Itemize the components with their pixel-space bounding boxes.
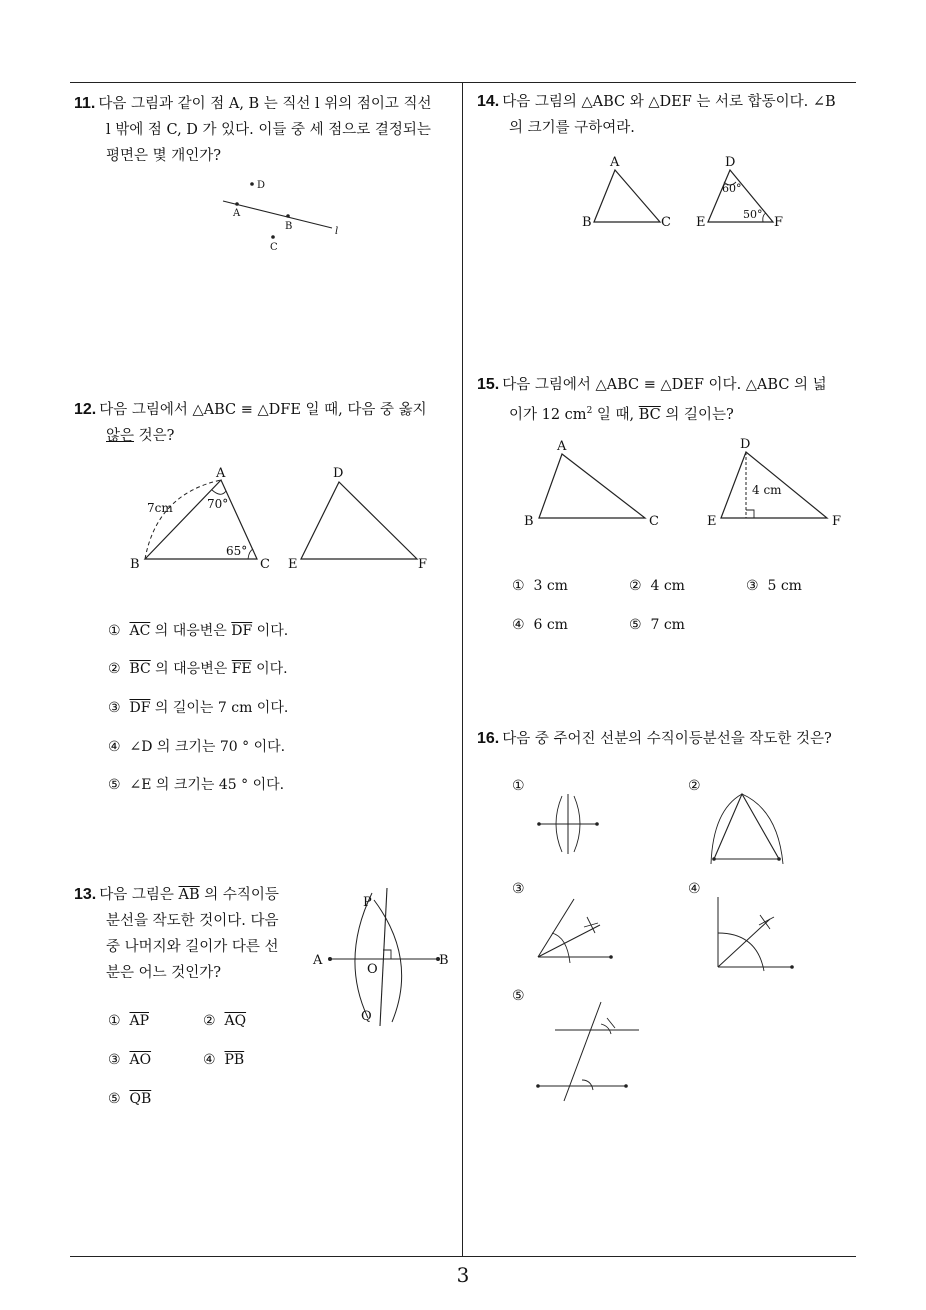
option-text: 이다. [252,623,289,639]
option-2[interactable] [108,658,288,678]
triangle-ABC [594,170,660,222]
option-text: 7 cm [650,617,685,633]
segment: $\overline{BC}$ [129,661,151,677]
angle-arc-F [763,213,766,222]
option-1[interactable] [512,578,568,594]
question-text: 분은 어느 것인가? [106,965,222,981]
triangle [714,794,779,859]
vertex-A: A [216,466,226,481]
label-B: B [285,221,293,232]
right-arc [374,900,402,1022]
angle-F-label: 50° [743,208,763,221]
question-16 [477,726,862,752]
question-text: 다음 그림에서 △ABC ≡ △DFE 일 때, 다음 중 옳지 [99,402,427,418]
option-mark: ⑤ [108,777,121,793]
option-4[interactable] [512,617,568,633]
question-number: 13. [74,886,97,903]
question-text: 의 수직이등 [199,887,279,903]
question-15 [477,372,862,428]
label-Q: Q [361,1009,372,1024]
question-12 [74,397,454,449]
page-number: 3 [456,1263,470,1287]
point-A [328,957,332,961]
angle-arc-A [212,490,226,494]
arc [582,1080,593,1090]
question-text: 중 나머지와 길이가 다른 선 [106,939,279,955]
arc [718,933,764,971]
question-number: 11. [74,95,96,112]
q16-option-2-mark[interactable]: ② [688,778,701,794]
option-mark: ① [108,1013,121,1029]
option-text: 5 cm [767,578,802,594]
point-A [235,202,239,206]
vertex-E: E [707,514,717,529]
question-text: 이가 12 cm [509,406,587,423]
q11-figure [215,175,350,255]
endpoint [712,857,716,861]
vertex-C: C [661,215,671,230]
option-mark: ③ [746,578,759,594]
endpoint [595,822,599,826]
vertex-B: B [524,514,534,529]
segment: $\overline{FE}$ [231,661,252,677]
q16-figure-1 [535,790,605,860]
label-C: C [270,242,278,253]
option-5[interactable] [108,774,284,794]
endpoint [777,857,781,861]
angle-D-label: 60° [722,182,742,195]
triangle-DEF [708,170,773,222]
question-text: 다음 그림은 [99,887,179,903]
option-3[interactable] [746,578,802,594]
vertex-A: A [610,155,620,170]
label-l: l [335,226,339,237]
vertex-C: C [260,557,270,572]
q12-figure [125,462,435,577]
segment: $\overline{QB}$ [129,1091,152,1107]
option-1[interactable] [108,1013,149,1029]
option-text: 의 대응변은 [150,623,232,639]
label-A: A [233,208,241,219]
option-text: 의 대응변은 [150,661,232,677]
q15-figure [520,432,850,532]
vertex-C: C [649,514,659,529]
vertex-D: D [740,437,751,452]
option-2[interactable] [629,578,685,594]
question-text: 다음 중 주어진 선분의 수직이등분선을 작도한 것은? [502,731,832,747]
question-number: 14. [477,93,500,110]
endpoint [536,1084,540,1088]
option-mark: ① [108,623,121,639]
endpoint [609,955,613,959]
option-mark: ④ [512,617,525,633]
vertex-F: F [832,514,842,529]
column-divider [462,82,463,1257]
option-2[interactable] [203,1013,246,1029]
segment: $\overline{DF}$ [231,623,253,639]
segment: $\overline{AC}$ [129,623,151,639]
question-13 [74,882,314,986]
label-A: A [313,953,323,968]
label-O: O [367,962,378,977]
option-mark: ⑤ [108,1091,121,1107]
question-text-underlined: 않은 [106,428,135,444]
vertex-F: F [418,557,428,572]
bisector [718,919,770,967]
option-mark: ③ [108,700,121,716]
segment: $\overline{AP}$ [129,1013,149,1029]
q16-figure-2 [705,788,795,868]
q16-figure-4 [712,893,802,973]
option-mark: ③ [108,1052,121,1068]
option-mark: ④ [203,1052,216,1068]
option-text: ∠D 의 크기는 70 ° 이다. [129,739,286,755]
question-text: 다음 그림에서 △ABC ≡ △DEF 이다. △ABC 의 넓 [502,377,827,393]
option-1[interactable] [108,620,288,640]
q16-figure-3 [532,895,617,970]
option-text: 의 길이는 7 cm 이다. [150,700,289,716]
option-3[interactable] [108,1052,151,1068]
angle-A-label: 70° [207,497,229,511]
option-text: ∠E 의 크기는 45 ° 이다. [129,777,285,793]
option-4[interactable] [203,1052,244,1068]
option-text: 6 cm [533,617,568,633]
point-D [250,182,254,186]
point-B [286,214,290,218]
question-text: 의 크기를 구하여라. [509,120,635,136]
q14-figure [580,152,790,232]
question-number: 16. [477,730,500,747]
side-length-label: 7cm [147,501,173,515]
q16-option-3-mark[interactable]: ③ [512,881,525,897]
option-mark: ② [629,578,642,594]
option-text: 3 cm [533,578,568,594]
label-B: B [439,953,449,968]
endpoint [537,822,541,826]
ray [538,899,574,957]
option-mark: ② [108,661,121,677]
question-text: 분선을 작도한 것이다. 다음 [106,913,279,929]
question-text: l 밖에 점 C, D 가 있다. 이들 중 세 점으로 결정되는 [106,122,431,138]
arc [601,1024,611,1034]
bottom-rule [70,1256,856,1257]
superscript: 2 [586,406,593,416]
segment: $\overline{AQ}$ [224,1013,247,1029]
segment: $\overline{AB}$ [178,887,200,903]
option-3[interactable] [108,697,288,717]
vertex-B: B [130,557,140,572]
question-text: 일 때, [592,406,639,423]
height-label: 4 cm [752,483,782,497]
q16-figure-5 [535,998,645,1103]
q16-option-5-mark[interactable]: ⑤ [512,988,525,1004]
vertex-B: B [582,215,592,230]
option-mark: ① [512,578,525,594]
segment: $\overline{BC}$ [638,406,661,423]
triangle-DEF [301,482,417,559]
q16-option-1-mark[interactable]: ① [512,778,525,794]
endpoint [790,965,794,969]
segment: $\overline{AO}$ [129,1052,152,1068]
vertex-E: E [288,557,298,572]
cross-mark [584,917,598,933]
q13-figure [310,888,460,1028]
right-angle-mark [746,510,754,518]
vertex-E: E [696,215,706,230]
segment: $\overline{DF}$ [129,700,151,716]
option-5[interactable] [629,617,685,633]
question-11 [74,91,454,169]
option-mark: ⑤ [629,617,642,633]
bisector [538,925,600,957]
angle-arc-C [248,549,253,559]
question-text: 평면은 몇 개인가? [106,148,222,164]
option-5[interactable] [108,1091,151,1107]
question-text: 다음 그림의 △ABC 와 △DEF 는 서로 합동이다. ∠B [502,94,836,110]
triangle-ABC [539,454,645,518]
segment: $\overline{PB}$ [224,1052,245,1068]
question-text: 것은? [134,428,175,444]
question-number: 15. [477,376,500,393]
question-text: 다음 그림과 같이 점 A, B 는 직선 l 위의 점이고 직선 [98,96,432,112]
label-P: P [363,895,372,910]
option-text: 4 cm [650,578,685,594]
endpoint [624,1084,628,1088]
vertex-A: A [557,439,567,454]
option-mark: ② [203,1013,216,1029]
left-arc [355,893,372,1018]
angle-C-label: 65° [226,544,248,558]
vertex-D: D [725,155,736,170]
question-14 [477,89,862,141]
question-text: 의 길이는? [660,406,734,423]
vertex-D: D [333,466,344,481]
option-4[interactable] [108,736,285,756]
cross-mark [607,1018,615,1028]
option-mark: ④ [108,739,121,755]
label-D: D [257,180,266,191]
perpendicular-bisector [380,888,387,1026]
top-rule [70,82,856,83]
vertex-F: F [774,215,784,230]
option-text: 이다. [251,661,288,677]
question-number: 12. [74,401,97,418]
point-C [271,235,275,239]
q16-option-4-mark[interactable]: ④ [688,881,701,897]
